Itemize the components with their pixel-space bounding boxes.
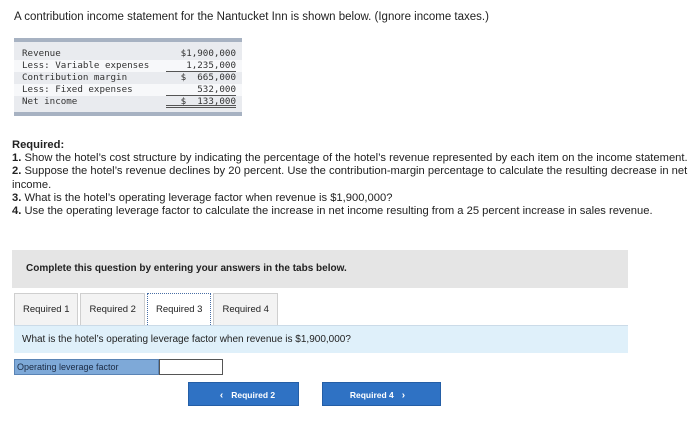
operating-leverage-input[interactable] — [159, 359, 223, 375]
item-text: Use the operating leverage factor to calculate the increase in net income resulting from a 25 percent increase in sales revenue. — [21, 205, 653, 218]
item-number: 2. — [12, 165, 22, 178]
statement-label: Less: Fixed expenses — [22, 84, 133, 95]
chevron-right-icon: › — [401, 390, 406, 401]
chevron-left-icon: ‹ — [219, 390, 224, 401]
answer-row — [14, 359, 223, 375]
instructions-banner: Complete this question by entering your answers in the tabs below. — [12, 250, 628, 288]
next-button-label: Required 4 — [349, 390, 394, 400]
statement-label: Less: Variable expenses — [22, 60, 150, 71]
statement-row-variable-expenses — [14, 60, 242, 72]
statement-row-contribution-margin — [14, 72, 242, 84]
tab-bar — [14, 293, 280, 325]
statement-value: $ 133,000 — [166, 96, 236, 108]
item-number: 4. — [12, 205, 22, 218]
statement-label: Contribution margin — [22, 72, 128, 83]
prev-required-button[interactable] — [188, 382, 299, 406]
statement-row-fixed-expenses — [14, 84, 242, 96]
statement-row-revenue — [14, 48, 242, 60]
income-statement — [14, 38, 242, 116]
item-number: 1. — [12, 152, 22, 165]
question-panel: What is the hotel’s operating leverage factor when revenue is $1,900,000? — [14, 325, 628, 353]
required-item-3 — [12, 192, 692, 205]
intro-text: A contribution income statement for the Nantucket Inn is shown below. (Ignore income taxes.) — [14, 11, 489, 23]
statement-value: 532,000 — [166, 84, 236, 96]
required-item-4 — [12, 205, 692, 218]
required-item-1 — [12, 152, 692, 165]
next-required-button[interactable] — [322, 382, 441, 406]
item-number: 3. — [12, 191, 22, 204]
statement-value: $ 665,000 — [180, 72, 236, 83]
item-text: What is the hotel’s operating leverage factor when revenue is $1,900,000? — [21, 191, 393, 204]
required-heading: Required: — [12, 139, 65, 151]
statement-label: Net income — [22, 96, 78, 107]
statement-value: 1,235,000 — [166, 60, 236, 72]
tab-required-1[interactable]: Required 1 — [14, 293, 78, 325]
operating-leverage-label: Operating leverage factor — [14, 359, 159, 375]
statement-row-net-income — [14, 96, 242, 108]
required-item-2 — [12, 165, 692, 191]
tab-required-4[interactable]: Required 4 — [213, 293, 277, 325]
item-text: Suppose the hotel’s revenue declines by 20 percent. Use the contribution-margin percentage to calculate the resulting decrease in net income. — [12, 165, 688, 191]
tab-required-2[interactable]: Required 2 — [80, 293, 144, 325]
statement-label: Revenue — [22, 48, 61, 59]
prev-button-label: Required 2 — [231, 390, 276, 400]
item-text: Show the hotel’s cost structure by indicating the percentage of the hotel’s revenue represented by each item on the income statement. — [21, 152, 688, 165]
tab-required-3[interactable]: Required 3 — [147, 293, 211, 325]
statement-value: $1,900,000 — [180, 48, 236, 59]
required-section — [12, 139, 692, 218]
